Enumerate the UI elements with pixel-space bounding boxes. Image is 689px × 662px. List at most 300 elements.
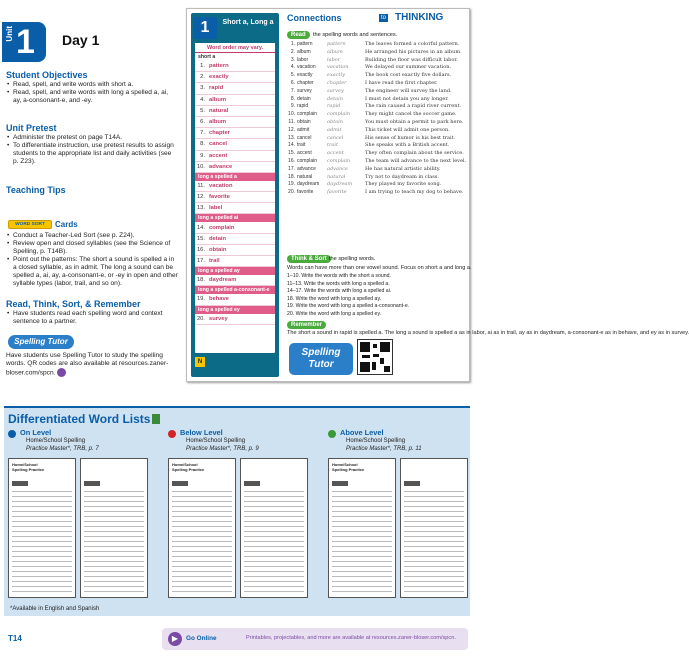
bullet-item: • To differentiate instruction, use pretest results to assign students to the appropriate list and daily activities (see p. Z23). — [6, 142, 178, 166]
sheet-line — [332, 541, 392, 542]
sheet-line — [84, 521, 144, 522]
spelling-word: obtain — [209, 246, 227, 253]
read-row — [287, 174, 467, 182]
read-row — [287, 142, 467, 150]
sheet-line — [332, 526, 392, 527]
row-cursive-word: favorite — [327, 189, 347, 196]
sort-instruction-row: 14–17. Write the words with long a spelled ai. — [287, 288, 392, 295]
pretest-heading: Unit Pretest — [6, 123, 57, 133]
row-cursive-word: album — [327, 48, 343, 55]
row-number: 5. — [290, 72, 295, 79]
word-number: 9. — [200, 152, 205, 159]
word-group-label: long a spelled ay — [195, 267, 275, 275]
sheet-line — [332, 536, 392, 537]
sheet-line — [332, 546, 392, 547]
sheet-line — [332, 576, 392, 577]
row-sentence: I must not detain you any longer. — [365, 95, 449, 102]
sheet-line — [84, 571, 144, 572]
row-cursive-word: complain — [327, 111, 351, 118]
sheet-line — [404, 531, 464, 532]
spelling-word-row — [195, 275, 275, 286]
spelling-word-row — [195, 83, 275, 94]
row-sentence: We delayed our summer vacation. — [365, 64, 452, 71]
sheet-line — [12, 501, 72, 502]
row-number: 14. — [288, 142, 295, 149]
word-number: 14. — [196, 224, 205, 231]
go-online-text: Printables, projectables, and more are available at resources.zaner-bloser.com/spcn. — [246, 635, 456, 641]
sheet-line — [332, 521, 392, 522]
availability-footnote: *Available in English and Spanish — [10, 606, 100, 612]
sheet-line — [172, 491, 232, 492]
word-number: 10. — [196, 163, 205, 170]
practice-master-thumbnail — [168, 458, 236, 598]
spelling-word-row — [195, 162, 275, 173]
go-online-label[interactable]: Go Online — [186, 635, 217, 642]
sheet-line — [12, 511, 72, 512]
row-cursive-word: accent — [327, 150, 344, 157]
sheet-line — [84, 561, 144, 562]
sheet-header: Home/School Spelling Practice — [332, 462, 365, 472]
read-row — [287, 181, 467, 189]
read-row — [287, 80, 467, 88]
row-number: 17. — [288, 165, 295, 172]
level-resource-line: Home/School Spelling — [186, 438, 246, 444]
sheet-line — [332, 491, 392, 492]
sheet-line — [12, 576, 72, 577]
sheet-line — [84, 496, 144, 497]
row-sentence: She speaks with a British accent. — [365, 142, 450, 149]
sheet-line — [172, 546, 232, 547]
sheet-line — [404, 576, 464, 577]
sheet-line — [244, 511, 304, 512]
level-resource-ref: Practice Master*, TRB, p. 9 — [186, 446, 259, 452]
read-pill: Read — [287, 31, 310, 39]
spelling-word: album — [209, 119, 227, 126]
day-title: Day 1 — [62, 32, 100, 48]
word-groups — [195, 53, 275, 325]
go-online-icon[interactable]: ▶ — [168, 632, 182, 646]
row-cursive-word: survey — [327, 87, 344, 94]
bullet-item: • Read, spell, and write words with long a spelled a, ai, ay, a-consonant-e, and -ey. — [6, 89, 178, 105]
read-row — [287, 158, 467, 166]
row-cursive-word: complain — [327, 157, 351, 164]
row-sentence: The book cost exactly five dollars. — [365, 72, 452, 79]
spelling-word: accent — [209, 152, 228, 159]
row-word: natural — [297, 173, 313, 180]
level-dot-icon — [328, 430, 336, 438]
sheet-line — [12, 541, 72, 542]
bullet-item: • Have students read each spelling word and context sentence to a partner. — [6, 310, 178, 326]
spelling-word-row — [195, 95, 275, 106]
sheet-line — [332, 511, 392, 512]
row-number: 6. — [290, 79, 295, 86]
row-word: daydream — [297, 181, 320, 188]
sheet-line — [12, 586, 72, 587]
spelling-word-row — [195, 314, 275, 325]
word-list — [195, 43, 275, 353]
word-number: 17. — [196, 258, 205, 265]
sheet-line — [12, 591, 72, 592]
row-number: 3. — [290, 56, 295, 63]
level-resource-line: Home/School Spelling — [26, 438, 86, 444]
row-number: 13. — [288, 134, 295, 141]
sheet-line — [404, 506, 464, 507]
teaching-tips-list — [6, 232, 178, 288]
spelling-word-row — [195, 203, 275, 214]
spelling-word-row — [195, 256, 275, 267]
sheet-line — [244, 591, 304, 592]
practice-master-thumbnail — [8, 458, 76, 598]
spelling-word: behave — [209, 296, 229, 303]
sheet-line — [12, 491, 72, 492]
row-cursive-word: advance — [327, 165, 348, 172]
sheet-line — [12, 556, 72, 557]
sheet-line — [12, 496, 72, 497]
objectives-list — [6, 81, 178, 105]
sheet-header: Home/School Spelling Practice — [172, 462, 205, 472]
spelling-word: complain — [209, 224, 235, 231]
read-row — [287, 57, 467, 65]
think-sort-intro: Words can have more than one vowel sound. Focus on short a and long a. — [287, 265, 472, 271]
page-letter: N — [195, 357, 205, 367]
sheet-line — [172, 551, 232, 552]
row-word: obtain — [297, 118, 311, 125]
sheet-line — [172, 591, 232, 592]
cards-label: Cards — [55, 220, 78, 229]
spelling-word-row — [195, 234, 275, 245]
level-dot-icon — [168, 430, 176, 438]
word-number: 18. — [196, 277, 205, 284]
sheet-line — [404, 571, 464, 572]
row-sentence: He arranged his pictures in an album. — [365, 48, 462, 55]
sheet-line — [172, 541, 232, 542]
level-resource-line: Home/School Spelling — [346, 438, 406, 444]
row-sentence: The leaves formed a colorful pattern. — [365, 41, 460, 47]
sheet-line — [404, 561, 464, 562]
sheet-line — [84, 586, 144, 587]
row-sentence: They played my favorite song. — [365, 181, 442, 188]
sheet-line — [12, 521, 72, 522]
sort-instruction-row: 11–13. Write the words with long a spelled a. — [287, 280, 390, 287]
sheet-line — [404, 501, 464, 502]
sheet-label-box — [84, 481, 100, 486]
practice-master-thumbnail — [240, 458, 308, 598]
row-sentence: The team will advance to the next level. — [365, 157, 467, 164]
row-number: 15. — [288, 150, 295, 157]
connections-thinking: THINKING — [395, 12, 444, 23]
connections-to: to — [381, 15, 387, 21]
row-cursive-word: obtain — [327, 118, 344, 125]
think-sort-rows — [287, 273, 467, 319]
word-group-label: short a — [195, 53, 275, 61]
sort-instruction-row: 20. Write the word with long a spelled ey. — [287, 310, 382, 317]
row-cursive-word: trait — [327, 142, 338, 149]
sheet-line — [404, 591, 464, 592]
word-number: 1. — [200, 63, 205, 70]
sheet-line — [12, 566, 72, 567]
spelling-word: chapter — [209, 130, 230, 137]
unit-number: 1 — [16, 23, 35, 61]
sort-instruction-row: 18. Write the word with long a spelled ay. — [287, 295, 382, 302]
sheet-line — [244, 531, 304, 532]
row-cursive-word: admit — [327, 126, 342, 133]
word-number: 13. — [196, 205, 205, 212]
student-page-title: Short a, Long a — [222, 19, 274, 26]
word-order-note: Word order may vary. — [195, 43, 275, 53]
row-word: pattern — [297, 41, 313, 47]
spelling-word: advance — [209, 163, 233, 170]
sheet-line — [84, 551, 144, 552]
read-row — [287, 103, 467, 111]
row-sentence: The engineer will survey the land. — [365, 87, 452, 94]
read-row — [287, 127, 467, 135]
word-number: 15. — [196, 235, 205, 242]
word-number: 19. — [196, 296, 205, 303]
sheet-line — [244, 556, 304, 557]
level-dot-icon — [8, 430, 16, 438]
sheet-line — [84, 581, 144, 582]
row-word: chapter — [297, 79, 314, 86]
spelling-word: pattern — [209, 63, 229, 70]
sheet-line — [172, 531, 232, 532]
pretest-list — [6, 134, 178, 166]
level-name: Above Level — [340, 428, 384, 437]
spelling-word-row — [195, 72, 275, 83]
word-group-label: long a spelled ai — [195, 214, 275, 222]
spelling-word-row — [195, 117, 275, 128]
practice-master-thumbnail — [80, 458, 148, 598]
sheet-line — [244, 541, 304, 542]
sheet-line — [332, 581, 392, 582]
sheet-line — [84, 566, 144, 567]
row-cursive-word: daydream — [327, 181, 353, 188]
sheet-line — [12, 506, 72, 507]
sheet-line — [12, 561, 72, 562]
sheet-label-box — [404, 481, 420, 486]
spelling-word: cancel — [209, 141, 228, 148]
sheet-line — [404, 541, 464, 542]
spelling-tutor-text: Have students use Spelling Tutor to study the spelling words. QR codes are also available at resources.zaner-bloser.com/spcn. — [6, 352, 169, 377]
read-instruction: the spelling words and sentences. — [313, 32, 398, 38]
word-number: 12. — [196, 194, 205, 201]
row-word: survey — [297, 87, 312, 94]
sheet-line — [12, 571, 72, 572]
row-number: 4. — [290, 64, 295, 71]
differentiated-word-lists — [4, 406, 470, 616]
sheet-label-box — [12, 481, 28, 486]
sheet-line — [172, 536, 232, 537]
sheet-line — [172, 516, 232, 517]
bullet-item: • Administer the pretest on page T14A. — [6, 134, 178, 142]
row-number: 18. — [288, 173, 295, 180]
spelling-word: rapid — [209, 85, 224, 92]
sheet-line — [172, 566, 232, 567]
sheet-line — [84, 531, 144, 532]
row-sentence: Building the floor was difficult labor. — [365, 56, 458, 63]
sheet-line — [84, 506, 144, 507]
sort-instruction-row: 1–10. Write the words with the short a sound. — [287, 273, 391, 279]
row-number: 20. — [288, 189, 295, 196]
sheet-line — [244, 491, 304, 492]
sheet-line — [404, 566, 464, 567]
row-word: advance — [297, 165, 316, 172]
sheet-line — [172, 526, 232, 527]
sheet-line — [244, 581, 304, 582]
sheet-line — [172, 521, 232, 522]
spelling-word-row — [195, 128, 275, 139]
spelling-word: daydream — [209, 277, 237, 284]
word-number: 2. — [200, 74, 205, 81]
spelling-word: album — [209, 96, 227, 103]
read-row — [287, 119, 467, 127]
sheet-line — [244, 586, 304, 587]
row-number: 12. — [288, 126, 295, 133]
sheet-line — [172, 511, 232, 512]
go-online-bar[interactable] — [162, 628, 468, 650]
sheet-line — [332, 556, 392, 557]
sheet-line — [12, 546, 72, 547]
row-number: 16. — [288, 157, 295, 164]
sheet-line — [404, 496, 464, 497]
student-page-image — [186, 8, 689, 382]
read-row — [287, 111, 467, 119]
sheet-line — [332, 501, 392, 502]
row-word: admit — [297, 126, 310, 133]
sheet-line — [332, 566, 392, 567]
sheet-line — [172, 501, 232, 502]
level-resource-ref: Practice Master*, TRB, p. 11 — [346, 446, 422, 452]
read-think-heading: Read, Think, Sort, & Remember — [6, 299, 141, 309]
level-name: On Level — [20, 428, 52, 437]
remember-text: The short a sound in rapid is spelled a. The long a sound is spelled a as in labor, ai as in trail, ay as in daydream, a-consonant-e as in behave, and ey as in survey. — [287, 330, 689, 336]
sheet-line — [404, 516, 464, 517]
sheet-line — [332, 506, 392, 507]
row-number: 1. — [290, 41, 295, 47]
row-sentence: I have read the first chapter. — [365, 79, 438, 86]
row-sentence: He has natural artistic ability. — [365, 165, 441, 172]
sheet-line — [172, 556, 232, 557]
qr-code-icon — [357, 339, 393, 375]
read-row — [287, 41, 467, 49]
read-row — [287, 49, 467, 57]
row-number: 8. — [290, 95, 295, 102]
spelling-word-row — [195, 61, 275, 72]
sheet-line — [84, 556, 144, 557]
sheet-line — [84, 501, 144, 502]
sheet-line — [332, 586, 392, 587]
sheet-line — [244, 576, 304, 577]
sheet-label-box — [332, 481, 348, 486]
sheet-line — [244, 496, 304, 497]
sheet-line — [244, 506, 304, 507]
sheet-line — [332, 551, 392, 552]
unit-badge — [2, 22, 46, 62]
spelling-word: exactly — [209, 74, 229, 81]
row-cursive-word: cancel — [327, 134, 344, 141]
row-cursive-word: vacation — [327, 64, 349, 71]
sheet-line — [172, 561, 232, 562]
sheet-line — [244, 571, 304, 572]
word-number: 3. — [200, 85, 205, 92]
row-word: detain — [297, 95, 311, 102]
sheet-line — [12, 581, 72, 582]
sheet-line — [244, 561, 304, 562]
student-spelling-tutor-badge: Spelling Tutor — [289, 343, 353, 375]
row-sentence: His sense of humor is his best trait. — [365, 134, 456, 141]
sheet-line — [12, 531, 72, 532]
sort-instruction-row: 19. Write the word with long a spelled a-consonant-e. — [287, 303, 410, 310]
spelling-word: favorite — [209, 194, 230, 201]
sheet-line — [404, 491, 464, 492]
sheet-line — [244, 551, 304, 552]
sheet-line — [84, 516, 144, 517]
word-number: 11. — [197, 182, 205, 189]
word-group-label: long a spelled a — [195, 173, 275, 181]
bullet-item: • Conduct a Teacher-Led Sort (see p. Z24). — [6, 232, 178, 240]
read-row — [287, 96, 467, 104]
sheet-label-box — [172, 481, 188, 486]
row-word: exactly — [297, 72, 313, 79]
read-row — [287, 135, 467, 143]
sheet-line — [332, 516, 392, 517]
sheet-line — [12, 536, 72, 537]
sheet-line — [332, 496, 392, 497]
sheet-line — [404, 546, 464, 547]
sheet-line — [244, 516, 304, 517]
row-sentence: Try not to daydream in class. — [365, 173, 439, 180]
sheet-line — [404, 521, 464, 522]
sheet-line — [172, 576, 232, 577]
spelling-word: trail — [209, 258, 220, 265]
word-number: 8. — [200, 141, 205, 148]
practice-master-thumbnail — [328, 458, 396, 598]
sheet-line — [404, 536, 464, 537]
sheet-line — [404, 586, 464, 587]
spelling-word-row — [195, 139, 275, 150]
row-number: 19. — [288, 181, 295, 188]
row-sentence: The rain caused a rapid river current. — [365, 103, 462, 110]
student-unit-number: 1 — [193, 17, 217, 39]
sheet-line — [332, 531, 392, 532]
row-word: complain — [297, 111, 318, 118]
row-word: labor — [297, 56, 309, 63]
word-number: 5. — [200, 107, 205, 114]
sheet-line — [84, 541, 144, 542]
row-sentence: This ticket will admit one person. — [365, 126, 450, 133]
sheet-line — [244, 526, 304, 527]
read-row — [287, 166, 467, 174]
sheet-line — [244, 501, 304, 502]
sheet-line — [12, 551, 72, 552]
row-number: 9. — [290, 103, 295, 110]
read-row — [287, 189, 467, 197]
row-cursive-word: rapid — [327, 103, 341, 110]
spelling-word: survey — [209, 315, 228, 322]
row-number: 7. — [290, 87, 295, 94]
spelling-word-row — [195, 222, 275, 233]
row-number: 10. — [288, 111, 295, 118]
word-number: 6. — [200, 119, 205, 126]
sheet-line — [172, 581, 232, 582]
teaching-tips-heading: Teaching Tips — [6, 185, 66, 195]
word-number: 4. — [200, 96, 205, 103]
spelling-word-row — [195, 245, 275, 256]
sheet-line — [172, 586, 232, 587]
row-word: trait — [297, 142, 306, 149]
spelling-word-row — [195, 181, 275, 192]
row-number: 2. — [290, 48, 295, 55]
sheet-line — [244, 521, 304, 522]
